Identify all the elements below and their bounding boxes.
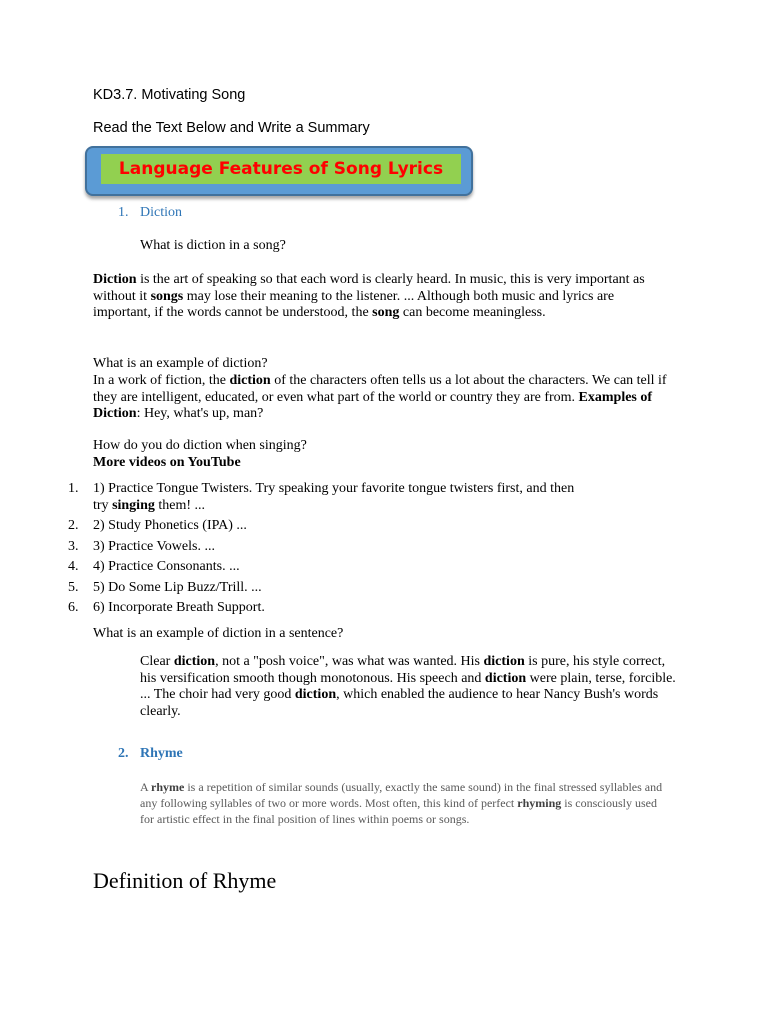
list-item: 4) Practice Consonants. ... (93, 559, 240, 574)
list-item: 2) Study Phonetics (IPA) ... (93, 518, 247, 533)
document-heading: KD3.7. Motivating Song (93, 87, 246, 103)
list-item: 6) Incorporate Breath Support. (93, 600, 265, 615)
banner-title: Language Features of Song Lyrics (118, 159, 444, 179)
instruction-line: Read the Text Below and Write a Summary (93, 120, 370, 136)
list-item-number: 6. (68, 600, 79, 615)
diction-definition-paragraph: Diction is the art of speaking so that each word is clearly heard. In music, this is very important as without it songs may lose their meaning to the listener. ... Although both music and lyrics are important, if the words cannot be understood, the song can become meaningless. (93, 272, 645, 321)
question-diction-singing: How do you do diction when singing? (93, 438, 307, 453)
more-videos-link[interactable]: More videos on YouTube (93, 455, 241, 470)
question-example-of-diction: What is an example of diction? (93, 356, 268, 371)
diction-example-paragraph: In a work of fiction, the diction of the characters often tells us a lot about the characters. We can tell if they are intelligent, educated, or even what part of the world or country they are from. Examples of Diction: Hey, what's up, man? (93, 373, 667, 422)
list-item-number: 3. (68, 539, 79, 554)
section-title-diction: Diction (140, 205, 182, 220)
list-item-number: 2. (68, 518, 79, 533)
list-item: 1) Practice Tongue Twisters. Try speaking your favorite tongue twisters first, and then (93, 481, 575, 496)
section-number: 2. (118, 746, 129, 761)
rhyme-definition-paragraph: A rhyme is a repetition of similar sounds (usually, exactly the same sound) in the final stressed syllables and any following syllables of two or more words. Most often, this kind of perfect rhyming is consciously used for artistic effect in the final position of lines within poems or songs. (140, 780, 663, 826)
diction-sentence-quote: Clear diction, not a "posh voice", was what was wanted. His diction is pure, his style correct, his versification smooth though monotonous. His speech and diction were plain, terse, forcible. ... The choir had very good diction, which enabled the audience to hear Nancy Bush's words clearly. (140, 654, 676, 719)
question-diction-sentence: What is an example of diction in a sentence? (93, 626, 344, 641)
list-item-number: 1. (68, 481, 79, 496)
list-item: 5) Do Some Lip Buzz/Trill. ... (93, 580, 262, 595)
list-item-continuation: try singing them! ... (93, 498, 206, 513)
list-item-number: 5. (68, 580, 79, 595)
section-number: 1. (118, 205, 129, 220)
section-title-rhyme: Rhyme (140, 746, 183, 761)
definition-of-rhyme-heading: Definition of Rhyme (93, 868, 277, 893)
list-item: 3) Practice Vowels. ... (93, 539, 215, 554)
list-item-number: 4. (68, 559, 79, 574)
question-what-is-diction: What is diction in a song? (140, 238, 286, 253)
